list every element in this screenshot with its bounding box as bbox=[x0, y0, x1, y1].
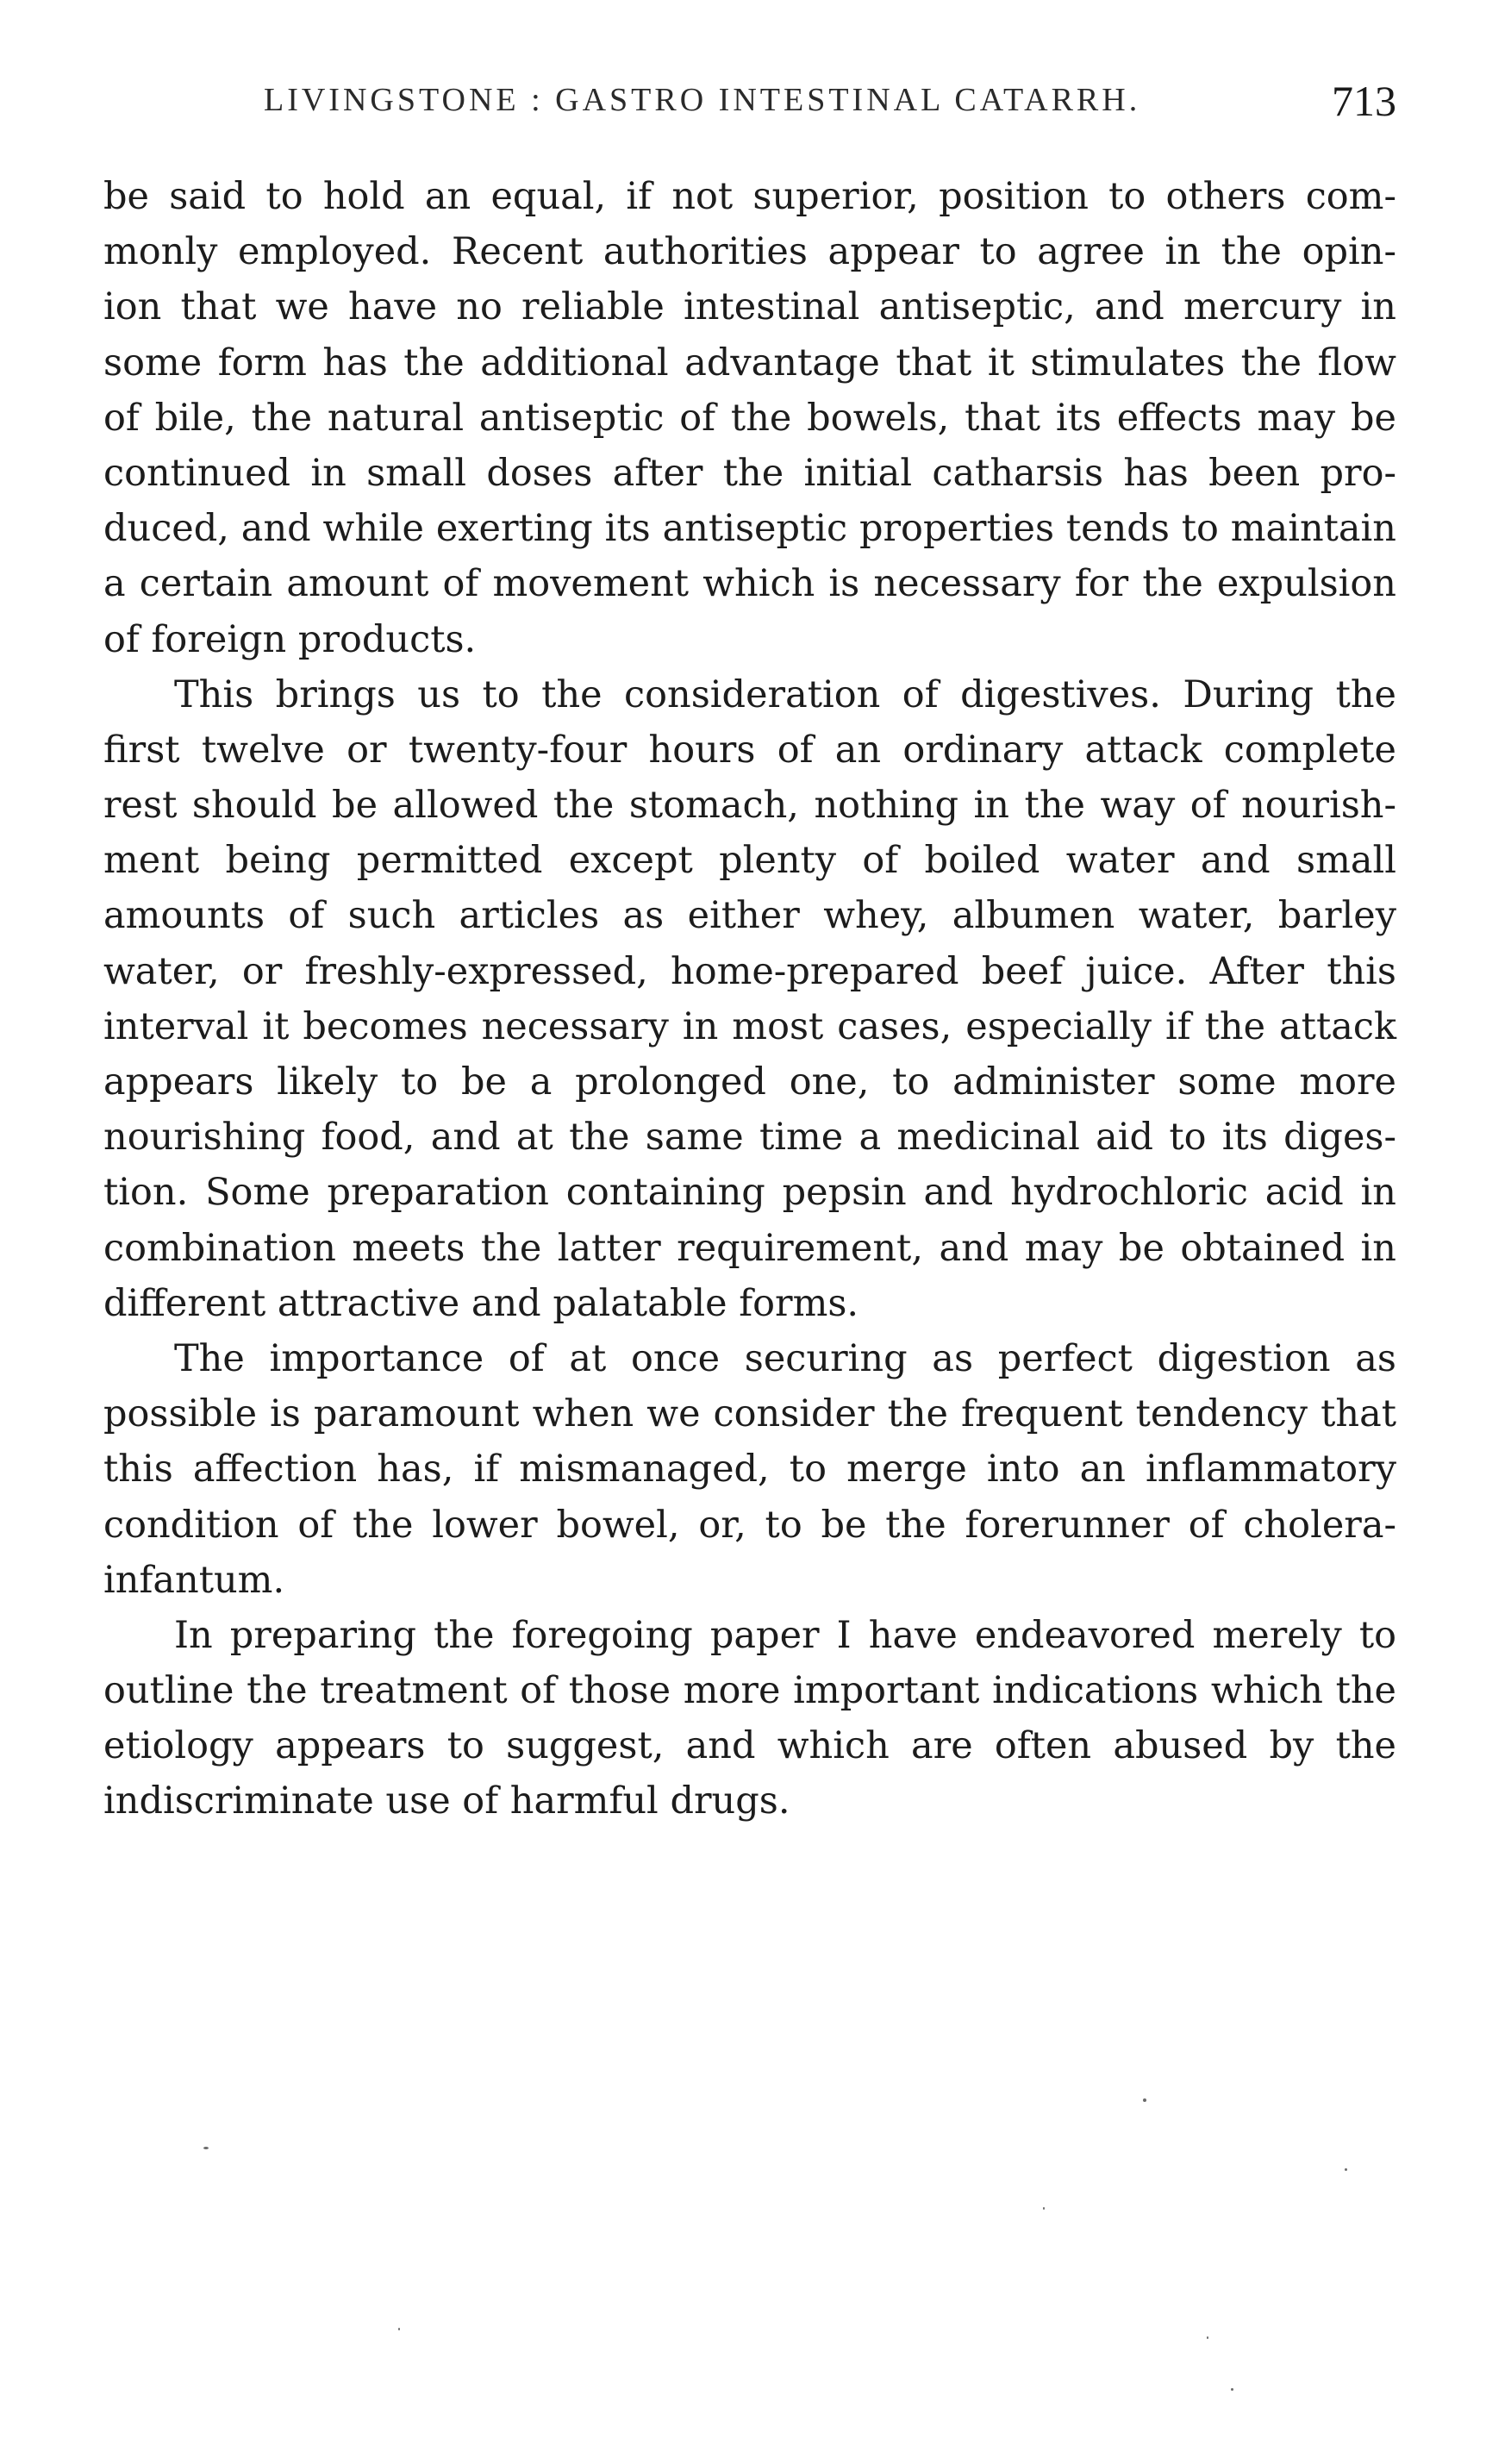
text-line: rest should be allowed the stomach, nothing in the way of nourish- bbox=[103, 784, 1396, 828]
text-line: amounts of such articles as either whey, albumen water, barley bbox=[103, 894, 1396, 938]
text-line: be said to hold an equal, if not superior, position to others com- bbox=[103, 175, 1396, 218]
text-line: first twelve or twenty-four hours of an ordinary attack complete bbox=[103, 728, 1396, 772]
text-line: ion that we have no reliable intestinal antiseptic, and mercury in bbox=[103, 285, 1396, 329]
print-speck bbox=[398, 2328, 400, 2330]
paragraph bbox=[103, 169, 1396, 667]
print-speck bbox=[1143, 2098, 1146, 2102]
paragraph bbox=[103, 667, 1396, 1331]
print-speck bbox=[1043, 2207, 1045, 2210]
text-line: monly employed. Recent authorities appear to agree in the opin- bbox=[103, 230, 1396, 274]
text-line: ment being permitted except plenty of boiled water and small bbox=[103, 839, 1396, 883]
text-line: condition of the lower bowel, or, to be the forerunner of cholera- bbox=[103, 1503, 1396, 1547]
text-line: nourishing food, and at the same time a medicinal aid to its diges- bbox=[103, 1116, 1396, 1160]
text-line: this affection has, if mismanaged, to merge into an inflammatory bbox=[103, 1448, 1396, 1492]
paragraph bbox=[103, 1331, 1396, 1608]
text-line: some form has the additional advantage that it stimulates the flow bbox=[103, 341, 1396, 385]
print-speck bbox=[1231, 2388, 1233, 2391]
text-line: a certain amount of movement which is necessary for the expulsion bbox=[103, 562, 1396, 606]
text-line: This brings us to the consideration of digestives. During the bbox=[174, 672, 1396, 716]
text-line: outline the treatment of those more important indications which the bbox=[103, 1669, 1396, 1713]
running-header bbox=[103, 76, 1396, 145]
page-number: 713 bbox=[1332, 77, 1396, 125]
body-text bbox=[103, 169, 1396, 1829]
text-line: possible is paramount when we consider the frequent tendency that bbox=[103, 1392, 1396, 1436]
paragraph bbox=[103, 1608, 1396, 1829]
text-line: duced, and while exerting its antiseptic properties tends to maintain bbox=[103, 507, 1396, 551]
text-line: interval it becomes necessary in most cases, especially if the attack bbox=[103, 1004, 1396, 1048]
text-line: indiscriminate use of harmful drugs. bbox=[103, 1779, 790, 1823]
running-title: LIVINGSTONE : GASTRO INTESTINAL CATARRH. bbox=[264, 82, 1141, 118]
text-line: The importance of at once securing as perfect digestion as bbox=[174, 1336, 1396, 1380]
text-line: of foreign products. bbox=[103, 617, 477, 661]
print-speck bbox=[203, 2147, 209, 2149]
text-line: continued in small doses after the initial catharsis has been pro- bbox=[103, 451, 1396, 495]
text-line: In preparing the foregoing paper I have endeavored merely to bbox=[174, 1613, 1396, 1657]
print-speck bbox=[1345, 2168, 1347, 2171]
print-speck bbox=[1207, 2336, 1208, 2339]
text-line: infantum. bbox=[103, 1558, 285, 1602]
text-line: combination meets the latter requirement, and may be obtained in bbox=[103, 1226, 1396, 1270]
text-line: different attractive and palatable forms. bbox=[103, 1281, 859, 1325]
text-line: of bile, the natural antiseptic of the bowels, that its effects may be bbox=[103, 396, 1396, 440]
text-line: tion. Some preparation containing pepsin and hydrochloric acid in bbox=[103, 1171, 1396, 1215]
text-line: water, or freshly-expressed, home-prepared beef juice. After this bbox=[103, 949, 1396, 993]
text-line: appears likely to be a prolonged one, to administer some more bbox=[103, 1060, 1396, 1104]
text-line: etiology appears to suggest, and which are often abused by the bbox=[103, 1724, 1396, 1768]
